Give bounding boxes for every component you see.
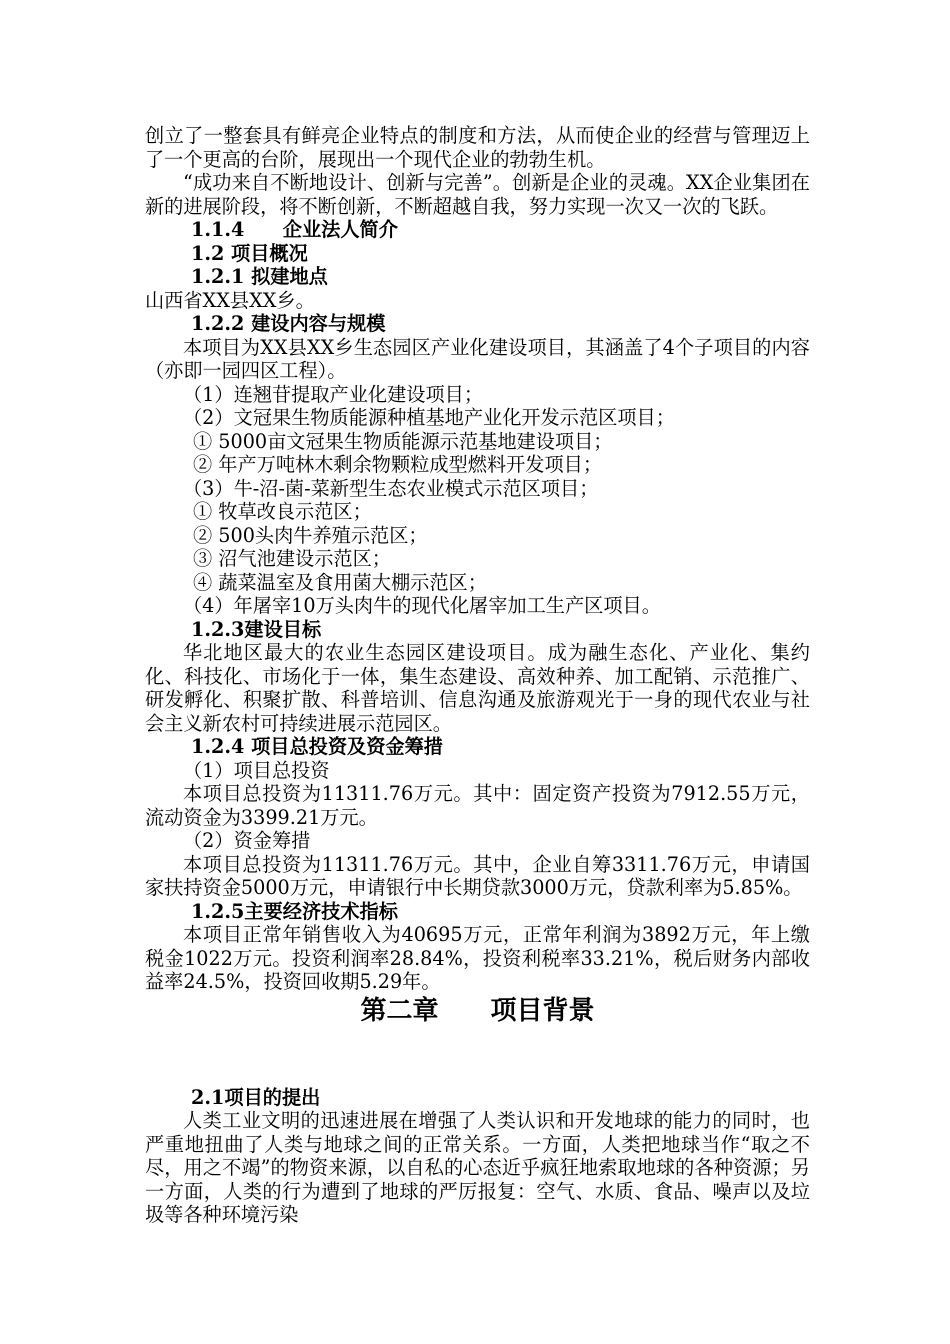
section-heading: 1.2.5主要经济技术指标 [191, 899, 398, 923]
paragraph: 本项目正常年销售收入为40695万元，正常年利润为3892万元，年上缴税金1022万元。投资利润率28.84%，投资利税率33.21%，税后财务内部收益率24.5%，投资回收期5.29年。 [145, 923, 810, 993]
paragraph: 本项目总投资为11311.76万元。其中：固定资产投资为7912.55万元，流动资金为3399.21万元。 [145, 782, 810, 829]
section-heading: 1.2.1 拟建地点 [191, 265, 328, 288]
list-item: （1）连翘苷提取产业化建设项目； [183, 382, 484, 406]
list-subitem: ④ 蔬菜温室及食用菌大棚示范区； [193, 570, 487, 594]
paragraph: 人类工业文明的迅速进展在增强了人类认识和开发地球的能力的同时，也严重地扭曲了人类与地球之间的正常关系。一方面，人类把地球当作“取之不尽，用之不竭”的物资来源，以自私的心态近乎疯狂地索取地球的各种资源；另一方面，人类的行为遭到了地球的严厉报复：空气、水质、食品、噪声以及垃圾等各种环境污染 [145, 1109, 810, 1226]
section-heading: 1.2.3建设目标 [191, 617, 322, 641]
paragraph: 本项目总投资为11311.76万元。其中，企业自筹3311.76万元，申请国家扶持资金5000万元，申请银行中长期贷款3000万元，贷款利率为5.85%。 [145, 852, 810, 899]
paragraph: 创立了一整套具有鲜亮企业特点的制度和方法，从而使企业的经营与管理迈上了一个更高的台阶，展现出一个现代企业的勃勃生机。 [145, 124, 810, 171]
list-subitem: ① 5000亩文冠果生物质能源示范基地建设项目； [193, 429, 613, 453]
list-item: （2）文冠果生物质能源种植基地产业化开发示范区项目； [183, 406, 675, 429]
section-heading: 1.2.2 建设内容与规模 [191, 312, 386, 335]
list-item: （2）资金筹措 [183, 829, 311, 852]
document-body-top [145, 124, 810, 994]
paragraph: 华北地区最大的农业生态园区建设项目。成为融生态化、产业化、集约化、科技化、市场化于一体，集生态建设、高效种养、加工配销、示范推广、研发孵化、积聚扩散、科普培训、信息沟通及旅游观光于一身的现代农业与社会主义新农村可持续进展示范园区。 [145, 641, 810, 735]
paragraph: “成功来自不断地设计、创新与完善”。创新是企业的灵魂。XX企业集团在新的进展阶段，将不断创新，不断超越自我，努力实现一次又一次的飞跃。 [145, 171, 810, 218]
list-item: （4）年屠宰10万头肉牛的现代化屠宰加工生产区项目。 [183, 594, 661, 617]
document-body-bottom [145, 1086, 810, 1227]
list-subitem: ② 500头肉牛养殖示范区； [193, 523, 428, 547]
document-page [145, 124, 810, 1227]
list-item: （1）项目总投资 [183, 758, 330, 782]
section-heading: 2.1项目的提出 [191, 1085, 321, 1109]
paragraph: 本项目为XX县XX乡生态园区产业化建设项目，其涵盖了4个子项目的内容（亦即一园四区工程）。 [145, 335, 810, 382]
section-heading: 1.2.4 项目总投资及资金筹措 [191, 735, 443, 758]
chapter-title: 第二章 项目背景 [360, 995, 595, 1026]
list-subitem: ① 牧草改良示范区； [193, 500, 372, 523]
list-item: （3）牛-沼-菌-菜新型生态农业模式示范区项目； [183, 476, 599, 500]
list-subitem: ② 年产万吨林木剩余物颗粒成型燃料开发项目； [193, 453, 603, 476]
section-heading: 1.1.4 企业法人简介 [191, 218, 398, 241]
paragraph: 山西省XX县XX乡。 [145, 288, 315, 312]
section-heading: 1.2 项目概况 [191, 241, 308, 265]
list-subitem: ③ 沼气池建设示范区； [193, 547, 391, 570]
